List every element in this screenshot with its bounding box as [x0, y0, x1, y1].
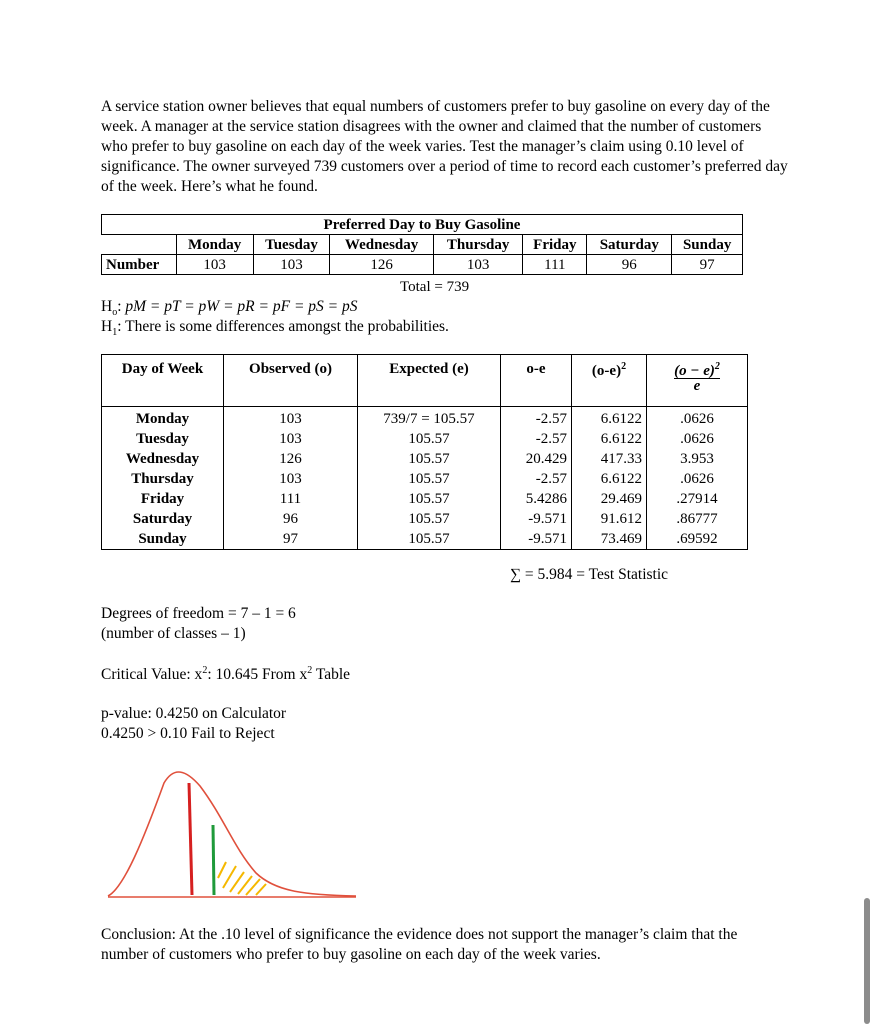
chi-square-table [101, 354, 748, 550]
squared-cell: 29.469 [572, 489, 647, 509]
shaded-region [218, 862, 266, 895]
table-title: Preferred Day to Buy Gasoline [102, 215, 743, 235]
count-cell: 126 [330, 255, 434, 275]
h0-letter: H [101, 298, 113, 315]
o-minus-e-cell: -9.571 [501, 509, 572, 529]
header-expected: Expected (e) [358, 355, 501, 407]
observed-cell: 103 [224, 409, 358, 429]
header-squared: $(o-e)^2$ [572, 355, 647, 407]
day-cell: Friday [102, 489, 224, 509]
expected-cell: 105.57 [358, 449, 501, 469]
squared-cell: 6.6122 [572, 409, 647, 429]
ratio-cell: .0626 [647, 469, 748, 489]
total-label: Total = 739 [400, 279, 470, 295]
table-row [102, 449, 748, 469]
critical-prefix: Critical Value: x [101, 666, 203, 684]
alternative-hypothesis [101, 318, 449, 338]
squared-cell: 6.6122 [572, 469, 647, 489]
blank-cell [102, 235, 177, 255]
o-minus-e-cell: 20.429 [501, 449, 572, 469]
p-value-decision: 0.4250 > 0.10 Fail to Reject [101, 725, 275, 742]
observed-cell: 103 [224, 469, 358, 489]
shade-stroke [218, 862, 226, 878]
expected-cell: 105.57 [358, 429, 501, 449]
ratio-denominator: e [674, 378, 720, 393]
expected-cell: 105.57 [358, 489, 501, 509]
ratio-cell: .0626 [647, 409, 748, 429]
header-day: Day of Week [102, 355, 224, 407]
squared-cell: 417.33 [572, 449, 647, 469]
shade-stroke [256, 884, 266, 895]
p-value: p-value: 0.4250 on Calculator [101, 705, 287, 722]
h1-subscript: 1 [112, 327, 118, 339]
squared-text: (o-e) [591, 363, 622, 379]
critical-value-line [189, 783, 192, 895]
table-row [102, 489, 748, 509]
table-row [102, 529, 748, 550]
critical-value: Critical Value: $x^2$: 10.645 From $x^2$ Table [101, 665, 351, 684]
table-title-row [102, 215, 743, 235]
ratio-cell: .69592 [647, 529, 748, 550]
day-cell: Thursday [102, 469, 224, 489]
df-note: (number of classes – 1) [101, 625, 246, 642]
day-header: Monday [176, 235, 253, 255]
count-cell: 103 [433, 255, 522, 275]
count-cell: 96 [587, 255, 672, 275]
table-header-row [102, 235, 743, 255]
table-data-row [102, 255, 743, 275]
h1-text: : There is some differences amongst the probabilities. [117, 318, 449, 335]
day-cell: Monday [102, 409, 224, 429]
o-minus-e-cell: -2.57 [501, 469, 572, 489]
day-header: Thursday [433, 235, 522, 255]
critical-suffix: : 10.645 From x [207, 666, 308, 684]
day-header: Sunday [672, 235, 743, 255]
observed-cell: 103 [224, 429, 358, 449]
day-header: Saturday [587, 235, 672, 255]
ratio-fraction: $(o - e)^2$ e [674, 361, 720, 394]
test-statistic-line [213, 825, 214, 895]
count-cell: 97 [672, 255, 743, 275]
ratio-numerator: (o − e) [674, 363, 715, 379]
table-row [102, 469, 748, 489]
header-o-minus-e: o-e [501, 355, 572, 407]
ratio-cell: .27914 [647, 489, 748, 509]
ratio-cell: .86777 [647, 509, 748, 529]
h0-subscript: o [112, 307, 118, 319]
h0-expression: pM = pT = pW = pR = pF = pS = pS [125, 298, 358, 315]
null-hypothesis: $H_o$: pM = pT = pW = pR = pF = pS = pS [101, 298, 358, 319]
ratio-cell: .0626 [647, 429, 748, 449]
header-observed: Observed (o) [224, 355, 358, 407]
critical-end: Table [312, 666, 351, 684]
day-cell: Wednesday [102, 449, 224, 469]
table-row [102, 429, 748, 449]
squared-cell: 73.469 [572, 529, 647, 550]
day-cell: Tuesday [102, 429, 224, 449]
expected-cell: 105.57 [358, 469, 501, 489]
scrollbar[interactable] [864, 898, 870, 1024]
count-cell: 103 [253, 255, 330, 275]
day-header: Tuesday [253, 235, 330, 255]
conclusion: Conclusion: At the .10 level of significance the evidence does not support the manager’s claim that the number of customers who prefer to buy gasoline on each day of the week varies. [101, 926, 738, 963]
day-cell: Saturday [102, 509, 224, 529]
count-cell: 103 [176, 255, 253, 275]
day-header: Friday [523, 235, 587, 255]
header-ratio [647, 355, 748, 407]
squared-cell: 6.6122 [572, 429, 647, 449]
observed-cell: 111 [224, 489, 358, 509]
expected-cell: 739/7 = 105.57 [358, 409, 501, 429]
problem-statement: A service station owner believes that equal numbers of customers prefer to buy gasoline on every day of the week. A manager at the service station disagrees with the owner and claimed that the number of customers who prefer to buy gasoline on each day of the week varies. Test the manager’s claim using 0.10 level of significance. The owner surveyed 739 customers over a period of time to record each customer’s preferred day of the week. Here’s what he found. [101, 98, 788, 195]
chi-square-sketch [106, 768, 358, 900]
row-label: Number [102, 255, 177, 275]
frequency-table [101, 214, 743, 275]
expected-cell: 105.57 [358, 509, 501, 529]
observed-cell: 96 [224, 509, 358, 529]
observed-cell: 97 [224, 529, 358, 550]
h1-letter: H [101, 318, 113, 335]
degrees-of-freedom: Degrees of freedom = 7 – 1 = 6 [101, 605, 296, 622]
distribution-curve [108, 772, 356, 896]
o-minus-e-cell: 5.4286 [501, 489, 572, 509]
count-cell: 111 [523, 255, 587, 275]
chi-table-header [102, 355, 748, 407]
table-row [102, 509, 748, 529]
o-minus-e-cell: -2.57 [501, 409, 572, 429]
squared-cell: 91.612 [572, 509, 647, 529]
table-row [102, 409, 748, 429]
day-cell: Sunday [102, 529, 224, 550]
expected-cell: 105.57 [358, 529, 501, 550]
ratio-cell: 3.953 [647, 449, 748, 469]
sum-test-statistic: ∑ = 5.984 = Test Statistic [510, 566, 669, 583]
observed-cell: 126 [224, 449, 358, 469]
o-minus-e-cell: -9.571 [501, 529, 572, 550]
day-header: Wednesday [330, 235, 434, 255]
o-minus-e-cell: -2.57 [501, 429, 572, 449]
